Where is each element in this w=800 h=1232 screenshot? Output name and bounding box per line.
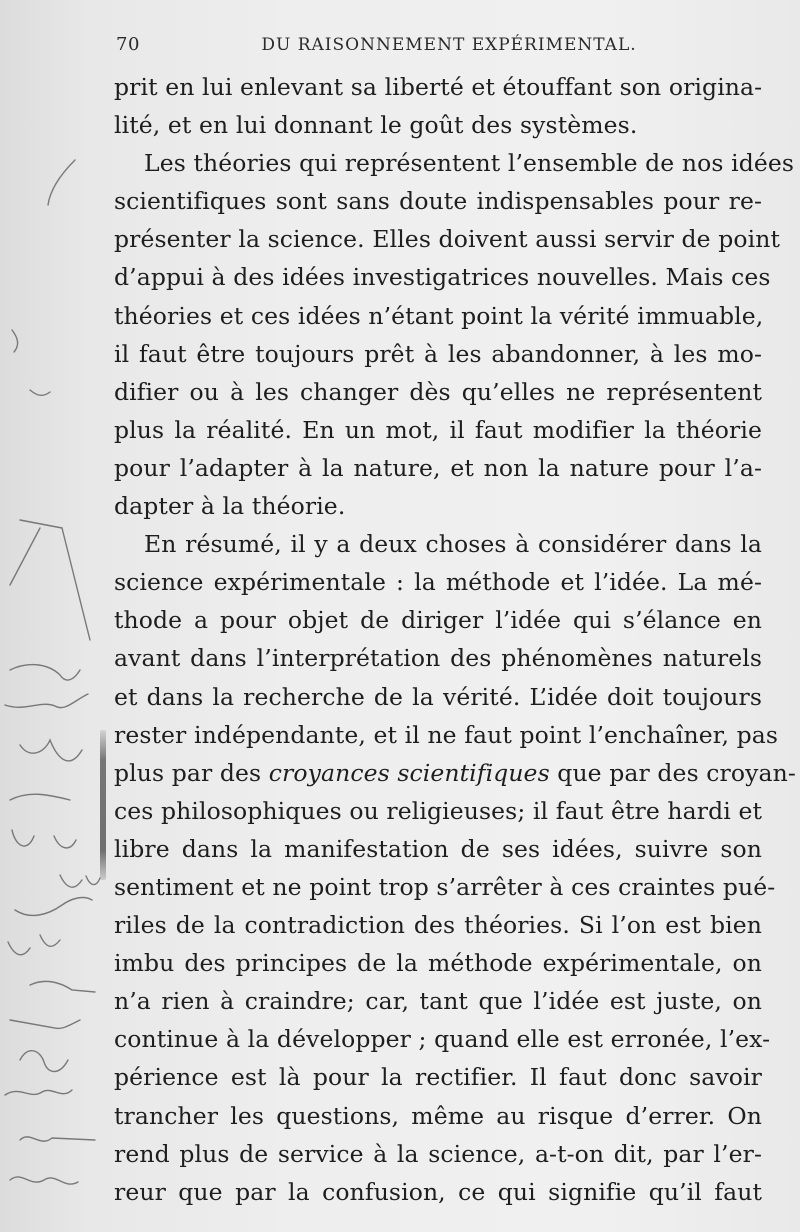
text-line: Les théories qui représentent l’ensemble de nos idées [144, 149, 795, 178]
italic-text-run: croyances scientifiques [268, 758, 550, 787]
page-number: 70 [116, 34, 140, 55]
text-line: dapter à la théorie. [114, 492, 346, 521]
text-line: difier ou à les changer dès qu’elles ne représentent [114, 377, 762, 406]
text-line: lité, et en lui donnant le goût des systèmes. [114, 111, 638, 140]
text-line: ces philosophiques ou religieuses; il faut être hardi et [114, 796, 762, 825]
text-line: pour l’adapter à la nature, et non la nature pour l’a- [114, 453, 762, 482]
text-line: périence est là pour la rectifier. Il faut donc savoir [114, 1063, 762, 1092]
text-line: théories et ces idées n’étant point la vérité immuable, [114, 301, 764, 330]
text-line: avant dans l’interprétation des phénomènes naturels [114, 644, 762, 673]
text-line: n’a rien à craindre; car, tant que l’idée est juste, on [114, 987, 762, 1016]
text-line: rester indépendante, et il ne faut point l’enchaîner, pas [114, 720, 779, 749]
margin-handwriting [0, 0, 110, 1232]
text-run: que par des croyan- [549, 758, 796, 787]
text-line: présenter la science. Elles doivent aussi servir de point [114, 225, 781, 254]
running-header [116, 34, 762, 58]
text-line: et dans la recherche de la vérité. L’idée doit toujours [114, 682, 762, 711]
text-line: thode a pour objet de diriger l’idée qui s’élance en [114, 606, 762, 635]
text-line: rend plus de service à la science, a-t-on dit, par l’er- [114, 1139, 762, 1168]
text-line: imbu des principes de la méthode expérimentale, on [114, 949, 762, 978]
text-line: d’appui à des idées investigatrices nouvelles. Mais ces [114, 263, 771, 292]
text-line: science expérimentale : la méthode et l’idée. La mé- [114, 568, 762, 597]
body-text [114, 68, 796, 1211]
text-line-with-italic [114, 754, 796, 792]
text-line: riles de la contradiction des théories. Si l’on est bien [114, 911, 762, 940]
text-line: scientifiques sont sans doute indispensables pour re- [114, 187, 762, 216]
text-line: prit en lui enlevant sa liberté et étouffant son origina- [114, 73, 763, 101]
text-line: il faut être toujours prêt à les abandonner, à les mo- [114, 339, 762, 368]
text-line: libre dans la manifestation de ses idées, suivre son [114, 834, 762, 863]
text-line: plus la réalité. En un mot, il faut modifier la théorie [114, 415, 762, 444]
text-line: reur que par la confusion, ce qui signifie qu’il faut [114, 1177, 762, 1206]
margin-bracket-mark [100, 730, 106, 880]
text-line: trancher les questions, même au risque d’errer. On [114, 1101, 762, 1130]
text-line: sentiment et ne point trop s’arrêter à ces craintes pué- [114, 872, 776, 901]
running-title: DU RAISONNEMENT EXPÉRIMENTAL. [261, 35, 637, 55]
text-run: plus par des [114, 758, 269, 787]
text-line: continue à la développer ; quand elle est erronée, l’ex- [114, 1025, 771, 1054]
text-line: En résumé, il y a deux choses à considérer dans la [144, 530, 762, 559]
